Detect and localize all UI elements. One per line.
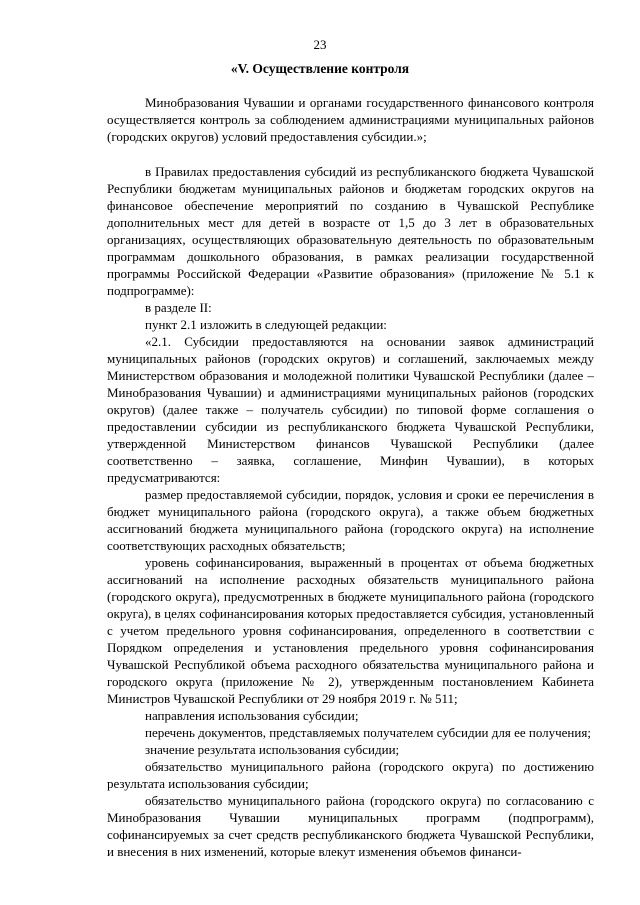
paragraph: размер предоставляемой субсидии, порядок, условия и сроки ее перечисления в бюджет муниципального района (городского округа), а также объем бюджетных ассигнований бюджета муниципального района (городского округа) на исполнение соответствующих расходных обязательств;: [107, 487, 594, 553]
paragraph: направления использования субсидии;: [145, 708, 359, 723]
paragraph: значение результата использования субсидии;: [145, 742, 400, 757]
paragraph: перечень документов, представляемых получателем субсидии для ее получения;: [145, 725, 591, 740]
paragraph: «2.1. Субсидии предоставляются на основании заявок администраций муниципальных районов (городских округов) и соглашений, заключаемых между Министерством образования и молодежной политики Чувашской Республики (далее – Минобразования Чувашии) и администрациями муниципальных районов (городских округов) (далее также – получатель субсидии) по типовой форме соглашения о предоставлении субсидии из республиканского бюджета Чувашской Республики, утвержденной Министерством финансов Чувашской Республики (далее соответственно – заявка, соглашение, Минфин Чувашии), в которых предусматриваются:: [107, 334, 594, 485]
paragraph: в разделе II:: [145, 300, 212, 315]
paragraph: пункт 2.1 изложить в следующей редакции:: [145, 317, 387, 332]
paragraph: Минобразования Чувашии и органами государственного финансового контроля осуществляется контроль за соблюдением администрациями муниципальных районов (городских округов) условий предоставления субсидии.»;: [107, 95, 594, 144]
paragraph: обязательство муниципального района (городского округа) по согласованию с Минобразования Чувашии муниципальных программ (подпрограмм), софинансируемых за счет средств республиканского бюджета Чувашской Республики, и внесения в них изменений, которые влекут изменения объемов финанси-: [107, 793, 594, 859]
paragraph: уровень софинансирования, выраженный в процентах от объема бюджетных ассигнований на исполнение расходных обязательств муниципального района (городского округа), предусмотренных в бюджете муниципального района (городского округа), в целях софинансирования которых предоставляется субсидия, установленный с учетом предельного уровня софинансирования, определенного в соответствии с Порядком определения и установления предельного уровня софинансирования Чувашской Республикой объема расходного обязательства муниципального района и городского округа (приложение № 2), утвержденным постановлением Кабинета Министров Чувашской Республики от 29 ноября 2019 г. № 511;: [107, 555, 594, 706]
paragraph: обязательство муниципального района (городского округа) по достижению результата использования субсидии;: [107, 759, 594, 791]
paragraph: в Правилах предоставления субсидий из республиканского бюджета Чувашской Республики бюджетам муниципальных районов и бюджетам городских округов на финансовое обеспечение мероприятий по созданию в Чувашской Республике дополнительных мест для детей в возрасте от 1,5 до 3 лет в образовательных организациях, осуществляющих образовательную деятельность по образовательным программам дошкольного образования, в рамках реализации государственной программы Российской Федерации «Развитие образования» (приложение № 5.1 к подпрограмме):: [107, 164, 594, 298]
section-title: «V. Осуществление контроля: [230, 61, 410, 76]
document-body: [107, 94, 594, 860]
page-number: 23: [313, 37, 327, 52]
